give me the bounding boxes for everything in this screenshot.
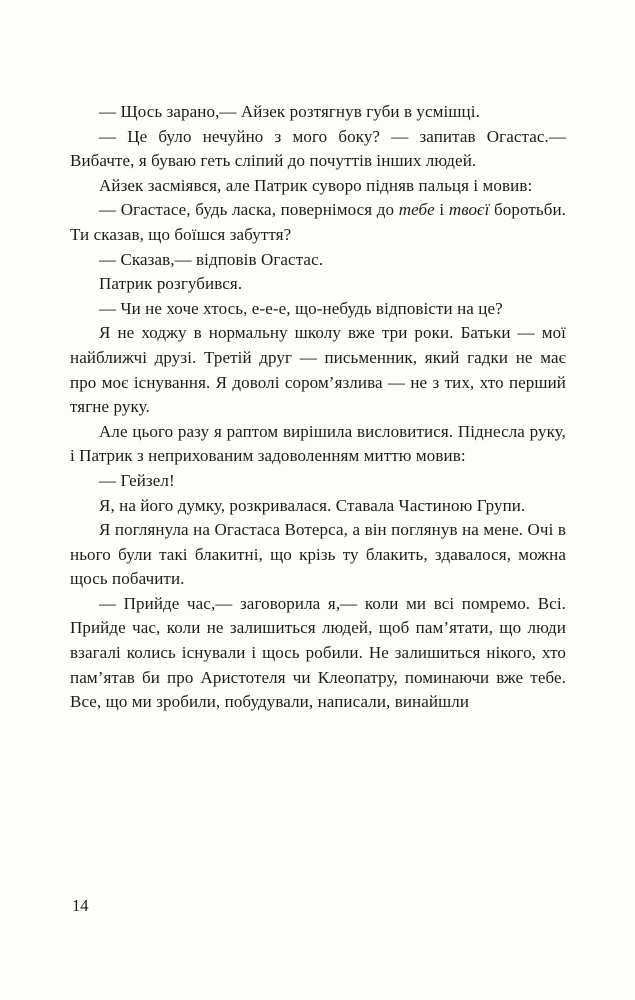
paragraph: Айзек засміявся, але Патрик суворо підняв пальця і мовив:: [99, 175, 533, 195]
paragraph: — Прийде час,— заговорила я,— коли ми всі помремо. Всі. Прийде час, коли не залишиться людей, щоб пам’ятати, що люди взагалі колись існували і щось робили. Не залишиться нікого, хто пам’ятав би про Аристотеля чи Клеопатру, поминаючи вже тебе. Все, що ми зробили, побудували, написали, винайшли: [70, 593, 566, 712]
text-segment: і: [434, 200, 449, 220]
paragraph: [70, 198, 566, 247]
paragraph: Я, на його думку, розкривалася. Ставала Частиною Групи.: [99, 495, 526, 515]
text-segment-italic: твоєї: [448, 200, 490, 220]
paragraph: Я поглянула на Огастаса Вотерса, а він поглянув на мене. Очі в нього були такі блакитні, що крізь ту блакить, здавалося, можна щось побачити.: [70, 520, 566, 589]
paragraph: — Це було нечуйно з мого боку? — запитав Огастас.— Вибачте, я буваю геть сліпий до почуттів інших людей.: [70, 126, 566, 171]
text-segment: — Огастасе, будь ласка, повернімося до: [99, 200, 399, 220]
paragraph: — Щось зарано,— Айзек розтягнув губи в усмішці.: [99, 102, 480, 121]
paragraph: Патрик розгубився.: [99, 274, 243, 294]
paragraph: — Сказав,— відповів Огастас.: [99, 249, 324, 269]
page-text: [70, 100, 566, 715]
paragraph: Я не ходжу в нормальну школу вже три роки. Батьки — мої найближчі друзі. Третій друг — письменник, який гадки не має про моє існування. Я доволі сором’язлива — не з тих, хто перший тягне руку.: [70, 323, 566, 417]
paragraph: Але цього разу я раптом вирішила висловитися. Піднесла руку, і Патрик з неприхованим задоволенням миттю мовив:: [70, 421, 566, 466]
page-number: 14: [72, 896, 89, 915]
text-segment: боротьби. Ти сказав, що боїшся забуття?: [70, 200, 567, 244]
paragraph: — Гейзел!: [99, 470, 175, 490]
text-segment-italic: тебе: [398, 200, 435, 220]
paragraph: — Чи не хоче хтось, е-е-е, що-небудь відповісти на це?: [99, 298, 503, 318]
